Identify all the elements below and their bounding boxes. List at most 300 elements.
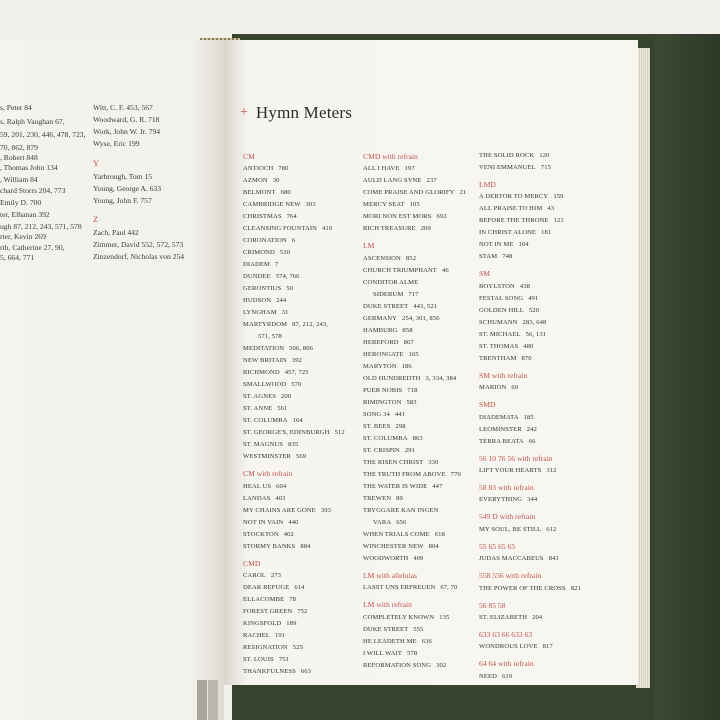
hymn-entry: [243, 343, 345, 355]
hymn-number: 120: [539, 152, 550, 159]
hymn-entry: [243, 319, 345, 331]
tune-name: FOREST GREEN: [243, 608, 293, 616]
hymn-number: 480: [523, 342, 534, 350]
hymn-entry: [243, 427, 345, 439]
hymn-number: 770: [450, 470, 461, 478]
hymn-number: 692: [436, 213, 447, 221]
hymn-entry: [479, 671, 581, 683]
hymn-entry: [243, 211, 345, 223]
hymn-entry: [243, 391, 345, 403]
tune-name: ST. GEORGE'S, EDINBURGH: [243, 429, 330, 437]
meter-group: [243, 557, 345, 678]
tune-name: RIMINGTON: [363, 398, 402, 406]
hymn-number: 21: [459, 189, 467, 197]
hymn-entry: [243, 331, 345, 343]
index-line: Wyse, Eric 199: [93, 139, 140, 148]
hymn-number: 200: [281, 393, 292, 401]
hymn-number: 574, 766: [275, 273, 300, 281]
meter-heading: SM: [479, 269, 490, 279]
hymn-number: 612: [546, 525, 557, 533]
hymn-number: 870: [521, 354, 532, 362]
hymn-entry: [479, 583, 581, 595]
meter-group: [479, 452, 581, 477]
tune-name: THE SOLID ROCK: [479, 152, 535, 159]
hymn-entry: [243, 505, 345, 517]
hymn-number: 618: [434, 530, 445, 538]
hymn-entry: [479, 612, 581, 624]
meter-group: [479, 657, 581, 682]
hymn-number: 135: [439, 613, 450, 621]
tune-name: BELMONT: [243, 189, 276, 197]
index-line: Zinzendorf, Nicholas von 254: [93, 252, 185, 261]
meter-column-1: [243, 150, 345, 678]
hymn-number: 447: [432, 482, 443, 490]
hymn-entry: [363, 421, 466, 433]
hymn-entry: [243, 379, 345, 391]
index-line: rth, Catherine 27, 90,: [0, 243, 65, 252]
tune-name: WESTMINSTER: [243, 453, 291, 461]
hymn-entry: [243, 630, 345, 642]
hymn-number: 409: [413, 554, 424, 562]
meter-group: [363, 569, 466, 594]
tune-name: COME PRAISE AND GLORIFY: [363, 189, 455, 197]
hymn-entry: [363, 409, 466, 421]
index-line: Woodward, G. R. 718: [93, 115, 160, 124]
hymn-entry: [363, 660, 466, 672]
hymn-number: 46: [441, 266, 449, 274]
hymn-number: 804: [428, 542, 439, 550]
tune-name: TRYGGARE KAN INGEN: [363, 506, 439, 514]
hymn-entry: [243, 541, 345, 553]
meter-group: [479, 150, 581, 174]
hymn-entry: [243, 355, 345, 367]
hymn-entry: [479, 436, 581, 448]
hymn-number: 191: [274, 632, 286, 640]
tune-name: MY SOUL, BE STILL: [479, 525, 542, 533]
tune-name: LIFT YOUR HEARTS: [479, 466, 542, 474]
hymn-number: 715: [540, 164, 551, 171]
hymn-entry: [479, 382, 581, 394]
hymn-number: 619: [501, 672, 513, 680]
tune-name: SMALLWOOD: [243, 381, 287, 389]
hymn-number: 419: [321, 225, 333, 233]
tune-name: GERONTIUS: [243, 285, 282, 293]
tune-name: CORONATION: [243, 237, 287, 245]
hymn-entry: [363, 373, 466, 385]
index-letter: Z: [93, 214, 99, 224]
hymn-number: 656: [396, 518, 407, 526]
meter-group: [243, 150, 345, 463]
hymn-number: 718: [407, 386, 418, 394]
tune-name: HEREFORD: [363, 338, 399, 346]
hymn-entry: [243, 163, 345, 175]
hymn-entry: [479, 162, 581, 174]
hymn-number: 663: [300, 668, 312, 676]
hymn-entry: [363, 265, 466, 277]
index-line: s, Ralph Vaughan 67,: [0, 117, 65, 126]
hymn-entry: [243, 666, 345, 678]
hymn-number: 189: [286, 620, 297, 628]
hymn-number: 555: [413, 625, 424, 633]
hymn-entry: [479, 150, 581, 162]
tune-name: VARA: [373, 518, 392, 526]
hymn-entry: [363, 361, 466, 373]
hymn-number: 6: [291, 237, 296, 245]
tune-name: AULD LANG SYNE: [363, 177, 422, 185]
hymn-entry: [363, 517, 466, 529]
cover-edge: [655, 34, 720, 720]
meter-group: [363, 598, 466, 671]
meter-column-3: [479, 150, 581, 683]
meter-heading: CMD: [243, 558, 261, 568]
hymn-number: 512: [334, 429, 345, 437]
hymn-number: 291: [404, 446, 416, 454]
tune-name: GOLDEN HILL: [479, 306, 524, 314]
hymn-number: 89: [396, 494, 403, 502]
heading: [240, 104, 352, 121]
tune-name: DUKE STREET: [363, 625, 409, 633]
hymn-entry: [243, 594, 345, 606]
tune-name: ST. MAGNUS: [243, 441, 284, 449]
tune-name: MARION: [479, 384, 507, 392]
bookmark-ribbon: [197, 680, 207, 720]
tune-name: SONG 34: [363, 410, 390, 418]
index-line: Zach, Paul 442: [93, 228, 139, 237]
hymn-entry: [479, 215, 581, 227]
hymn-number: 821: [570, 584, 581, 592]
hymn-number: 393: [320, 506, 332, 514]
tune-name: ST. COLUMBA: [363, 434, 408, 442]
hymn-entry: [479, 341, 581, 353]
hymn-number: 561: [277, 405, 288, 413]
tune-name: ST. COLUMBA: [243, 417, 288, 425]
tune-name: THANKFULNESS: [243, 668, 296, 676]
hymn-entry: [363, 505, 466, 517]
hymn-number: 506, 806: [289, 345, 314, 353]
hymn-entry: [243, 570, 345, 582]
index-line: , Robert 848: [0, 153, 38, 162]
hymn-number: 43: [547, 205, 555, 213]
meter-heading: CM with refrain: [243, 469, 293, 479]
hymn-number: 583: [406, 398, 417, 406]
tune-name: HUDSON: [243, 297, 272, 305]
tune-name: RICH TREASURE: [363, 225, 416, 233]
tune-name: TREWEN: [363, 494, 392, 502]
tune-name: MARYTON: [363, 362, 397, 370]
tune-name: NOT IN ME: [479, 241, 514, 249]
hymn-number: 841: [548, 555, 559, 563]
hymn-entry: [479, 329, 581, 341]
hymn-entry: [479, 553, 581, 565]
bookmark-ribbon: [208, 680, 218, 720]
tune-name: THE RISEN CHRIST: [363, 458, 424, 466]
hymn-entry: [243, 283, 345, 295]
tune-name: GERMANY: [363, 314, 398, 322]
hymn-entry: [363, 457, 466, 469]
hymn-entry: [243, 618, 345, 630]
tune-name: A DEBTOR TO MERCY: [479, 193, 549, 201]
index-line: Young, John F. 757: [93, 196, 152, 205]
tune-name: RICHMOND: [243, 369, 280, 377]
tune-name: EVERYTHING: [479, 496, 523, 504]
meter-heading: LMD: [479, 180, 496, 189]
meter-column-2: [363, 150, 466, 672]
tune-name: ST. THOMAS: [479, 342, 519, 350]
hymn-number: 303: [305, 201, 316, 209]
tune-name: NEED: [479, 672, 497, 680]
hymn-entry: [243, 199, 345, 211]
meter-group: [363, 150, 466, 235]
hymn-entry: [243, 415, 345, 427]
tune-name: ST. CRISPIN: [363, 446, 400, 454]
tune-name: SIDERUM: [373, 290, 404, 298]
hymn-entry: [479, 412, 581, 424]
index-line: ugh 87, 212, 243, 571, 578: [0, 222, 82, 231]
hymn-entry: [243, 271, 345, 283]
hymn-number: 312: [546, 466, 557, 474]
hymn-number: 298: [395, 422, 406, 430]
index-line: , Thomas John 134: [0, 163, 58, 172]
tune-name: MY CHAINS ARE GONE: [243, 506, 316, 514]
hymn-entry: [363, 277, 466, 289]
hymn-number: 186: [401, 362, 412, 370]
tune-name: CHURCH TRIUMPHANT: [363, 266, 437, 274]
tune-name: THE WATER IS WIDE: [363, 482, 428, 490]
meter-heading: LM with refrain: [363, 600, 412, 610]
hymn-number: 56, 131: [525, 330, 547, 338]
tune-name: MEDITATION: [243, 345, 285, 353]
hymn-entry: [363, 541, 466, 553]
hymn-number: 159: [553, 193, 564, 201]
hymn-entry: [243, 606, 345, 618]
index-line: chard Storrs 204, 773: [0, 186, 66, 195]
hymn-entry: [363, 163, 466, 175]
meter-heading: CMD with refrain: [363, 152, 418, 161]
index-letter: Y: [93, 158, 100, 168]
tune-name: ASCENSION: [363, 254, 401, 262]
hymn-entry: [243, 529, 345, 541]
hymn-entry: [363, 223, 466, 235]
meter-group: [479, 369, 581, 394]
index-line: 59, 201, 230, 446, 478, 723,: [0, 130, 86, 139]
hymn-number: 254, 301, 856: [402, 314, 440, 322]
hymn-entry: [243, 307, 345, 319]
hymn-entry: [243, 175, 345, 187]
hymn-number: 237: [426, 177, 437, 185]
tune-name: DUNDEE: [243, 273, 271, 281]
hymn-entry: [243, 259, 345, 271]
tune-name: LASST UNS ERFREUEN: [363, 584, 436, 592]
meter-group: [479, 540, 581, 565]
hymn-entry: [479, 227, 581, 239]
tune-name: CONDITOR ALME: [363, 278, 419, 286]
hymn-number: 764: [286, 213, 297, 221]
hymn-number: 780: [278, 165, 289, 173]
tune-name: ST. MICHAEL: [479, 330, 521, 338]
tune-name: LANDAS: [243, 494, 271, 502]
tune-name: TERRA BEATA: [479, 437, 524, 445]
tune-name: CAROL: [243, 572, 266, 580]
tune-name: NEW BRITAIN: [243, 357, 287, 365]
tune-name: HERONGATE: [363, 350, 404, 358]
hymn-number: 884: [300, 542, 311, 550]
hymn-entry: [243, 654, 345, 666]
hymn-number: 302: [436, 661, 447, 669]
hymn-entry: [363, 553, 466, 565]
hymn-number: 867: [403, 338, 414, 346]
hymn-entry: [243, 295, 345, 307]
hymn-entry: [243, 223, 345, 235]
hymn-entry: [243, 247, 345, 259]
meter-heading: LM with alleluias: [363, 570, 417, 580]
meter-heading: 633 63 66 633 63: [479, 629, 533, 639]
tune-name: ALL I HAVE: [363, 165, 400, 173]
hymn-entry: [363, 445, 466, 457]
hymn-number: 752: [297, 608, 308, 616]
tune-name: TRENTHAM: [479, 354, 517, 362]
meter-group: [479, 481, 581, 506]
meter-heading: LM: [363, 241, 375, 251]
hymn-number: 578: [407, 649, 418, 657]
hymn-entry: [243, 403, 345, 415]
hymn-entry: [479, 465, 581, 477]
meter-group: [479, 178, 581, 263]
tune-name: COMPLETELY KNOWN: [363, 613, 435, 621]
index-line: , William 84: [0, 175, 38, 184]
tune-name: THE TRUTH FROM ABOVE: [363, 470, 446, 478]
hymn-number: 330: [428, 458, 439, 466]
index-line: 70, 862, 879: [0, 143, 38, 152]
tune-name: MERCY SEAT: [363, 201, 405, 209]
hymn-number: 209: [420, 225, 431, 233]
tune-name: MARTYRDOM: [243, 321, 288, 329]
index-line: rter, Kevin 269: [0, 232, 46, 241]
hymn-entry: [363, 624, 466, 636]
hymn-number: 852: [405, 254, 417, 262]
hymn-entry: [363, 493, 466, 505]
hymn-number: 570: [291, 381, 302, 389]
tune-name: BOYLSTON: [479, 282, 515, 290]
hymn-number: 7: [274, 261, 279, 269]
hymn-number: 30: [272, 177, 280, 185]
hymn-number: 457, 725: [284, 369, 309, 377]
tune-name: AZMON: [243, 177, 268, 185]
tune-name: CRIMOND: [243, 249, 275, 257]
hymn-entry: [243, 439, 345, 451]
hymn-number: 67, 70: [440, 584, 458, 592]
hymn-number: 50: [286, 285, 294, 293]
hymn-entry: [363, 636, 466, 648]
hymn-number: 520: [528, 306, 540, 314]
hymn-entry: [363, 313, 466, 325]
tune-name: STOCKTON: [243, 530, 279, 538]
tune-name: ST. ELIZABETH: [479, 613, 528, 621]
index-line: Work, John W. Jr. 794: [93, 127, 161, 136]
hymn-number: 748: [502, 253, 513, 261]
tune-name: REFORMATION SONG: [363, 661, 432, 669]
hymn-number: 443, 521: [413, 302, 438, 310]
hymn-entry: [479, 191, 581, 203]
hymn-number: 863: [412, 434, 423, 442]
hymn-entry: [363, 325, 466, 337]
tune-name: ST. BEES: [363, 422, 391, 430]
hymn-entry: [363, 199, 466, 211]
tune-name: SCHUMANN: [479, 318, 518, 326]
tune-name: THE POWER OF THE CROSS: [479, 584, 566, 592]
tune-name: WHEN TRIALS COME: [363, 530, 430, 538]
tune-name: WOODWORTH: [363, 554, 409, 562]
hymn-number: 525: [292, 644, 303, 652]
hymn-number: 78: [289, 596, 296, 604]
tune-name: ANTIOCH: [243, 165, 274, 173]
hymn-entry: [243, 642, 345, 654]
meter-group: [243, 467, 345, 552]
hymn-entry: [363, 349, 466, 361]
hymn-entry: [363, 301, 466, 313]
cross-icon: +: [240, 104, 248, 120]
hymn-number: 344: [527, 496, 538, 504]
hymn-number: 717: [408, 290, 419, 298]
page-edges: [636, 48, 650, 688]
hymn-entry: [479, 305, 581, 317]
hymn-entry: [363, 469, 466, 481]
hymn-number: 244: [276, 297, 287, 305]
hymn-entry: [243, 517, 345, 529]
tune-name: DIADEMATA: [479, 413, 519, 421]
hymn-number: 181: [541, 229, 552, 237]
meter-group: [479, 398, 581, 447]
index-line: Yarbrough, Tom 15: [93, 172, 153, 181]
meter-heading: 55 65 65 65: [479, 541, 516, 551]
index-line: s, Peter 84: [0, 103, 32, 112]
tune-name: WINCHESTER NEW: [363, 542, 424, 550]
hymn-number: 530: [279, 249, 291, 257]
hymn-number: 185: [523, 413, 534, 421]
hymn-number: 614: [294, 584, 305, 592]
hymn-number: 569: [296, 453, 307, 461]
hymn-number: 31: [281, 309, 289, 317]
hymn-entry: [479, 281, 581, 293]
tune-name: CHRISTMAS: [243, 213, 282, 221]
tune-name: MORI NON EST MORS: [363, 213, 432, 221]
meter-heading: 56 85 58: [479, 600, 506, 610]
tune-name: VENI EMMANUEL: [479, 164, 536, 171]
hymn-entry: [363, 175, 466, 187]
tune-name: STORMY BANKS: [243, 542, 296, 550]
tune-name: LYNGHAM: [243, 309, 277, 317]
hymn-entry: [363, 433, 466, 445]
tune-name: ELLACOMBE: [243, 596, 285, 604]
hymn-entry: [243, 481, 345, 493]
hymn-entry: [363, 187, 466, 199]
hymn-number: 87, 212, 243,: [292, 321, 329, 329]
meter-group: [363, 239, 466, 564]
meter-group: [479, 599, 581, 624]
meter-heading: 558 556 with refrain: [479, 571, 542, 581]
meter-group: [479, 628, 581, 653]
hymn-entry: [243, 493, 345, 505]
hymn-number: 403: [275, 494, 286, 502]
hymn-entry: [243, 187, 345, 199]
tune-name: BEFORE THE THRONE: [479, 217, 549, 225]
tune-name: CAMBRIDGE NEW: [243, 201, 301, 209]
hymn-number: 242: [526, 425, 537, 433]
tune-name: I WILL WAIT: [363, 649, 403, 657]
tune-name: STAM: [479, 253, 498, 261]
hymn-number: 751: [278, 656, 290, 664]
hymn-number: 197: [404, 165, 415, 173]
hymn-entry: [479, 494, 581, 506]
